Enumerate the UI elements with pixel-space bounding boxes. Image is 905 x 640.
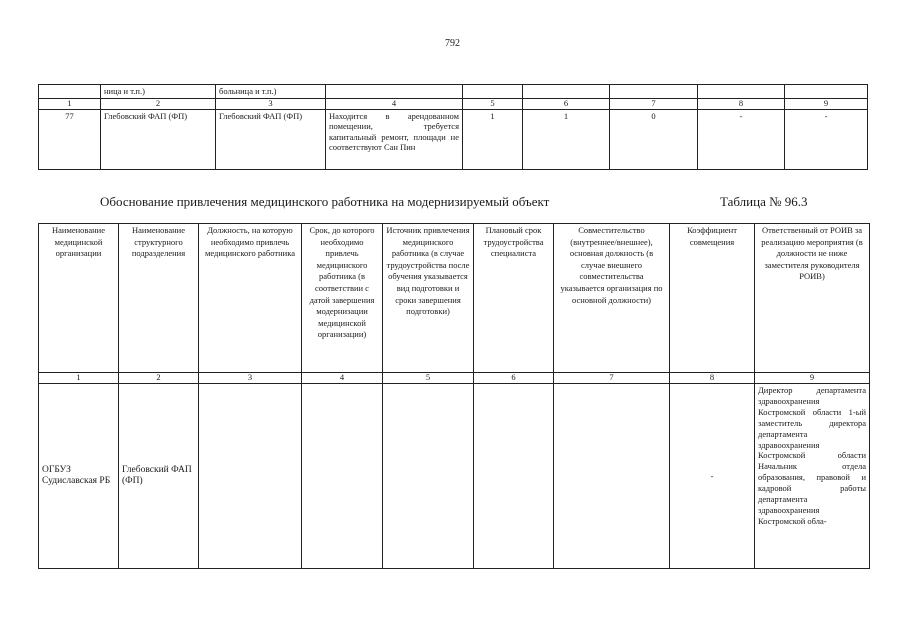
col-number: 3 (199, 373, 302, 384)
cell: 1 (463, 109, 523, 169)
cell: - (698, 109, 785, 169)
column-header: Источник привлечения медицинского работника (в случае трудоустройства после обучения указывается вид подготовки и сроки завершения подготовки) (383, 224, 474, 373)
responsible-cell: Директор департамента здравоохранения Костромской области 1-ый заместитель директора департамента здравоохранения Костромской области Начальник отдела образования, правовой и кадровой работы департамента здравоохранения Костромской обла- (755, 384, 870, 569)
cell (463, 85, 523, 99)
column-number-row (39, 98, 868, 109)
plan-date-cell (474, 384, 554, 569)
cell (785, 85, 868, 99)
cell (698, 85, 785, 99)
col-number: 2 (101, 98, 216, 109)
table-row (39, 109, 868, 169)
col-number: 8 (670, 373, 755, 384)
column-header: Наименование структурного подразделения (119, 224, 199, 373)
row-number: 77 (39, 109, 101, 169)
col-number: 2 (119, 373, 199, 384)
cell: Глебовский ФАП (ФП) (101, 109, 216, 169)
continuation-row (39, 85, 868, 99)
col-number: 6 (474, 373, 554, 384)
deadline-cell (302, 384, 383, 569)
table-number: Таблица № 96.3 (720, 194, 808, 209)
cell: 0 (610, 109, 698, 169)
source-cell (383, 384, 474, 569)
page-number: 792 (445, 38, 460, 49)
position-cell (199, 384, 302, 569)
col-number: 5 (383, 373, 474, 384)
combination-cell (554, 384, 670, 569)
cell: Глебовский ФАП (ФП) (216, 109, 326, 169)
column-header: Должность, на которую необходимо привлечь медицинского работника (199, 224, 302, 373)
column-header: Коэффициент совмещения (670, 224, 755, 373)
col-number: 4 (326, 98, 463, 109)
justification-table (38, 223, 870, 569)
column-header: Совместительство (внутреннее/внешнее), основная должность (в случае внешнего совместительства указывается организация по основной должности) (554, 224, 670, 373)
cell (610, 85, 698, 99)
cell: ница и т.п.) (101, 85, 216, 99)
col-number: 9 (755, 373, 870, 384)
cell: 1 (523, 109, 610, 169)
header-row (39, 224, 870, 373)
top-table (38, 84, 868, 170)
col-number: 4 (302, 373, 383, 384)
coefficient-cell: - (670, 384, 755, 569)
col-number: 7 (554, 373, 670, 384)
table-row (39, 384, 870, 569)
column-header: Ответственный от РОИВ за реализацию мероприятия (в должности не ниже заместителя руководителя РОИВ) (755, 224, 870, 373)
column-number-row (39, 373, 870, 384)
section-title: Обоснование привлечения медицинского работника на модернизируемый объект (100, 194, 550, 209)
col-number: 3 (216, 98, 326, 109)
cell (39, 85, 101, 99)
cell (523, 85, 610, 99)
col-number: 6 (523, 98, 610, 109)
col-number: 8 (698, 98, 785, 109)
unit-cell: Глебовский ФАП (ФП) (119, 384, 199, 569)
cell: больница и т.п.) (216, 85, 326, 99)
cell: - (785, 109, 868, 169)
column-header: Наименование медицинской организации (39, 224, 119, 373)
col-number: 1 (39, 373, 119, 384)
column-header: Срок, до которого необходимо привлечь медицинского работника (в соответствии с датой завершения модернизации медицинской организации) (302, 224, 383, 373)
column-header: Плановый срок трудоустройства специалиста (474, 224, 554, 373)
cell: Находится в арендованном помещении, требуется капитальный ремонт, площади не соответствуют Сан Пин (326, 109, 463, 169)
col-number: 7 (610, 98, 698, 109)
col-number: 1 (39, 98, 101, 109)
col-number: 5 (463, 98, 523, 109)
organization-cell: ОГБУЗ Судиславская РБ (39, 384, 119, 569)
cell (326, 85, 463, 99)
col-number: 9 (785, 98, 868, 109)
